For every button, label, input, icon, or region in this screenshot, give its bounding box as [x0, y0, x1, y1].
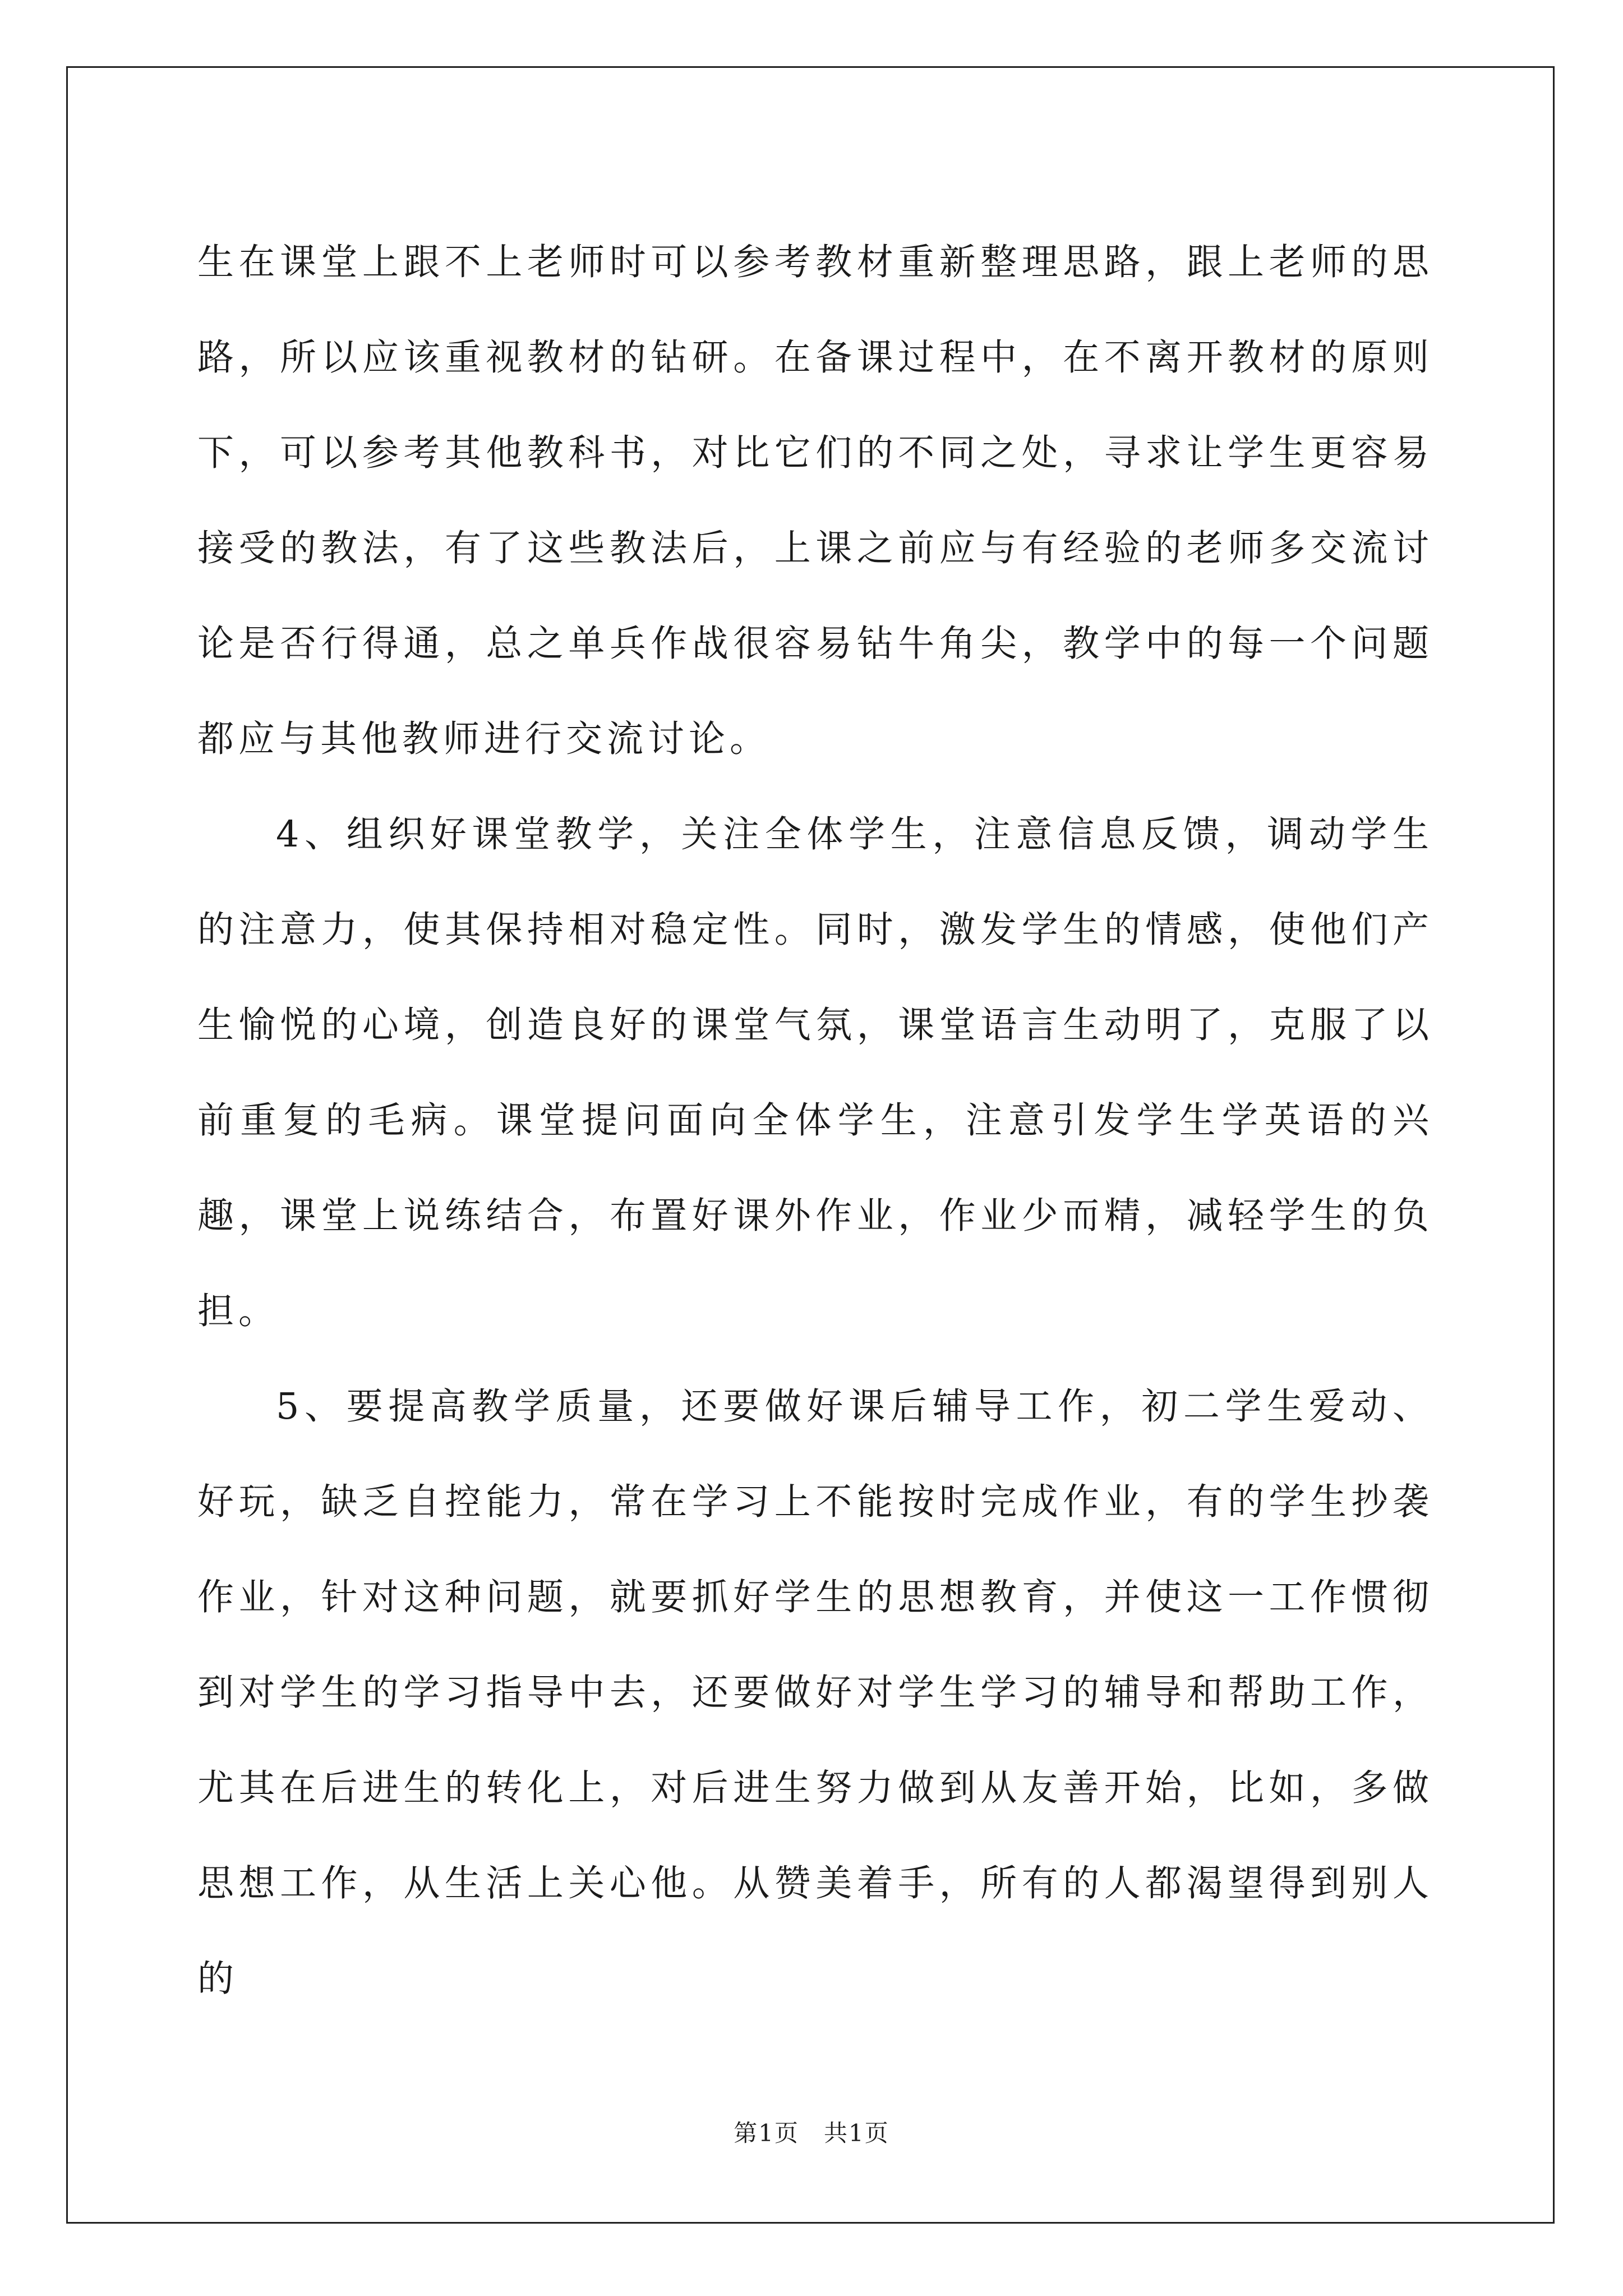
paragraph-3: 5、要提高教学质量，还要做好课后辅导工作，初二学生爱动、好玩，缺乏自控能力，常在学习上不能按时完成作业，有的学生抄袭作业，针对这种问题，就要抓好学生的思想教育，并使这一工作惯彻到对学生的学习指导中去，还要做好对学生学习的辅导和帮助工作，尤其在后进生的转化上，对后进生努力做到从友善开始，比如，多做思想工作，从生活上关心他。从赞美着手，所有的人都渴望得到别人的 — [197, 1386, 1433, 2000]
page-number-footer: 第1页 共1页 — [734, 2119, 889, 2147]
paragraph-1: 生在课堂上跟不上老师时可以参考教材重新整理思路，跟上老师的思路，所以应该重视教材的钻研。在备课过程中，在不离开教材的原则下，可以参考其他教科书，对比它们的不同之处，寻求让学生更容易接受的教法，有了这些教法后，上课之前应与有经验的老师多交流讨论是否行得通，总之单兵作战很容易钻牛角尖，教学中的每一个问题都应与其他教师进行交流讨论。 — [197, 241, 1433, 760]
paragraph-2: 4、组织好课堂教学，关注全体学生，注意信息反馈，调动学生的注意力，使其保持相对稳定性。同时，激发学生的情感，使他们产生愉悦的心境，创造良好的课堂气氛，课堂语言生动明了，克服了以前重复的毛病。课堂提问面向全体学生，注意引发学生学英语的兴趣，课堂上说练结合，布置好课外作业，作业少而精，减轻学生的负担。 — [197, 813, 1433, 1332]
document-body — [197, 215, 1433, 2027]
